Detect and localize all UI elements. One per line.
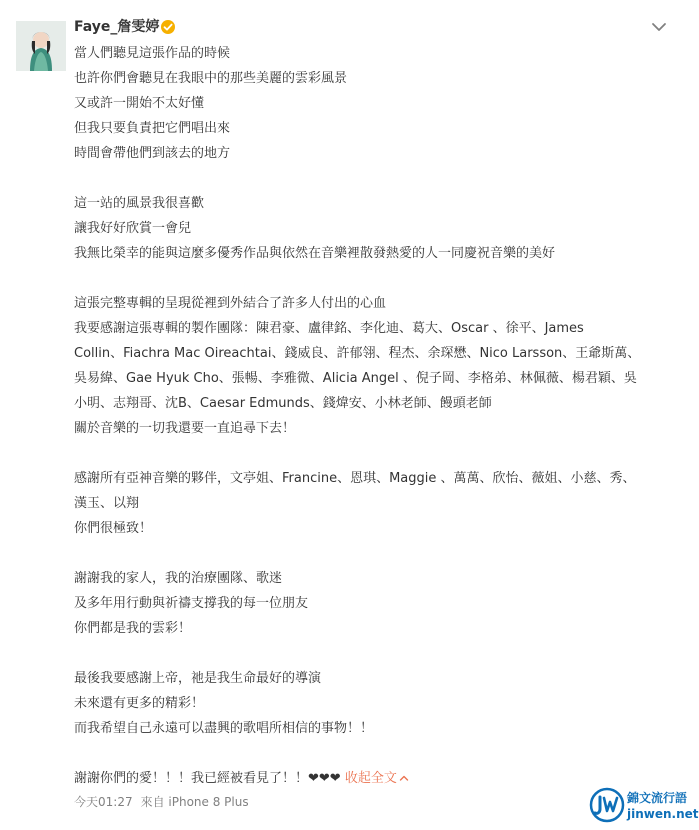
watermark bbox=[589, 787, 699, 827]
text-line: 讓我好好欣賞一會兒 bbox=[74, 221, 192, 236]
text-line: Collin、Fiachra Mac Oireachtai、錢威良、許郁翎、程杰、余琛懋、Nico Larsson、王爺斯萬、 bbox=[74, 346, 641, 361]
text-line: 又或許一開始不太好懂 bbox=[74, 96, 205, 111]
username[interactable]: Faye_詹雯婷 bbox=[74, 19, 160, 35]
avatar-image bbox=[16, 21, 66, 71]
chevron-up-icon bbox=[399, 774, 409, 782]
text-line: 你們都是我的雲彩！ bbox=[74, 621, 192, 636]
paragraph bbox=[74, 41, 674, 166]
text-line: 漢玉、以翔 bbox=[74, 496, 140, 511]
text-line: 當人們聽見這張作品的時候 bbox=[74, 46, 231, 61]
text-line: 時間會帶他們到該去的地方 bbox=[74, 146, 231, 161]
text-line: 關於音樂的一切我還要一直追尋下去！ bbox=[74, 421, 296, 436]
post-content bbox=[74, 41, 674, 791]
text-line: 小明、志翔哥、沈B、Caesar Edmunds、錢煒安、小林老師、饅頭老師 bbox=[74, 396, 492, 411]
text-line: 感謝所有亞神音樂的夥伴，文亭姐、Francine、恩琪、Maggie 、萬萬、欣怡、薇姐、小慈、秀、 bbox=[74, 471, 636, 486]
collapse-button[interactable] bbox=[345, 771, 409, 786]
closing-text: 謝謝你們的愛！！！我已經被看見了！！ bbox=[74, 771, 309, 786]
paragraph bbox=[74, 191, 674, 266]
paragraph bbox=[74, 466, 674, 541]
paragraph bbox=[74, 291, 674, 441]
text-line: 我無比榮幸的能與這麼多優秀作品與依然在音樂裡散發熱愛的人一同慶祝音樂的美好 bbox=[74, 246, 556, 261]
watermark-title: 錦文流行語 bbox=[627, 791, 688, 805]
text-line: 最後我要感謝上帝，祂是我生命最好的導演 bbox=[74, 671, 322, 686]
watermark-url: jinwen.net bbox=[627, 807, 699, 821]
heart-icons: ❤❤❤ bbox=[308, 771, 341, 786]
text-line: 這張完整專輯的呈現從裡到外結合了許多人付出的心血 bbox=[74, 296, 387, 311]
verified-badge-icon bbox=[161, 20, 175, 34]
text-line: 這一站的風景我很喜歡 bbox=[74, 196, 205, 211]
closing-line bbox=[74, 766, 674, 791]
paragraph bbox=[74, 566, 674, 641]
text-line: 我要感謝這張專輯的製作團隊：陳君豪、盧律銘、李化迪、葛大、Oscar 、徐平、James bbox=[74, 321, 584, 336]
collapse-label: 收起全文 bbox=[344, 771, 397, 786]
text-line: 未來還有更多的精彩！ bbox=[74, 696, 205, 711]
paragraph bbox=[74, 666, 674, 741]
text-line: 你們很極致！ bbox=[74, 521, 153, 536]
post-source: 來自 iPhone 8 Plus bbox=[140, 795, 249, 809]
text-line: 及多年用行動與祈禱支撐我的每一位朋友 bbox=[74, 596, 309, 611]
watermark-logo-icon bbox=[589, 787, 625, 823]
text-line: 也許你們會聽見在我眼中的那些美麗的雲彩風景 bbox=[74, 71, 348, 86]
text-line: 謝謝我的家人，我的治療團隊、歌迷 bbox=[74, 571, 283, 586]
text-line: 而我希望自己永遠可以盡興的歌唱所相信的事物！！ bbox=[74, 721, 374, 736]
avatar[interactable] bbox=[16, 21, 66, 71]
text-line: 但我只要負責把它們唱出來 bbox=[74, 121, 231, 136]
post-time[interactable]: 今天01:27 bbox=[74, 795, 133, 809]
text-line: 吳易緯、Gae Hyuk Cho、張暢、李雅微、Alicia Angel 、倪子岡、李格弟、林佩薇、楊君穎、吳 bbox=[74, 371, 637, 386]
chevron-down-icon[interactable] bbox=[651, 21, 667, 33]
post-meta bbox=[74, 794, 257, 810]
